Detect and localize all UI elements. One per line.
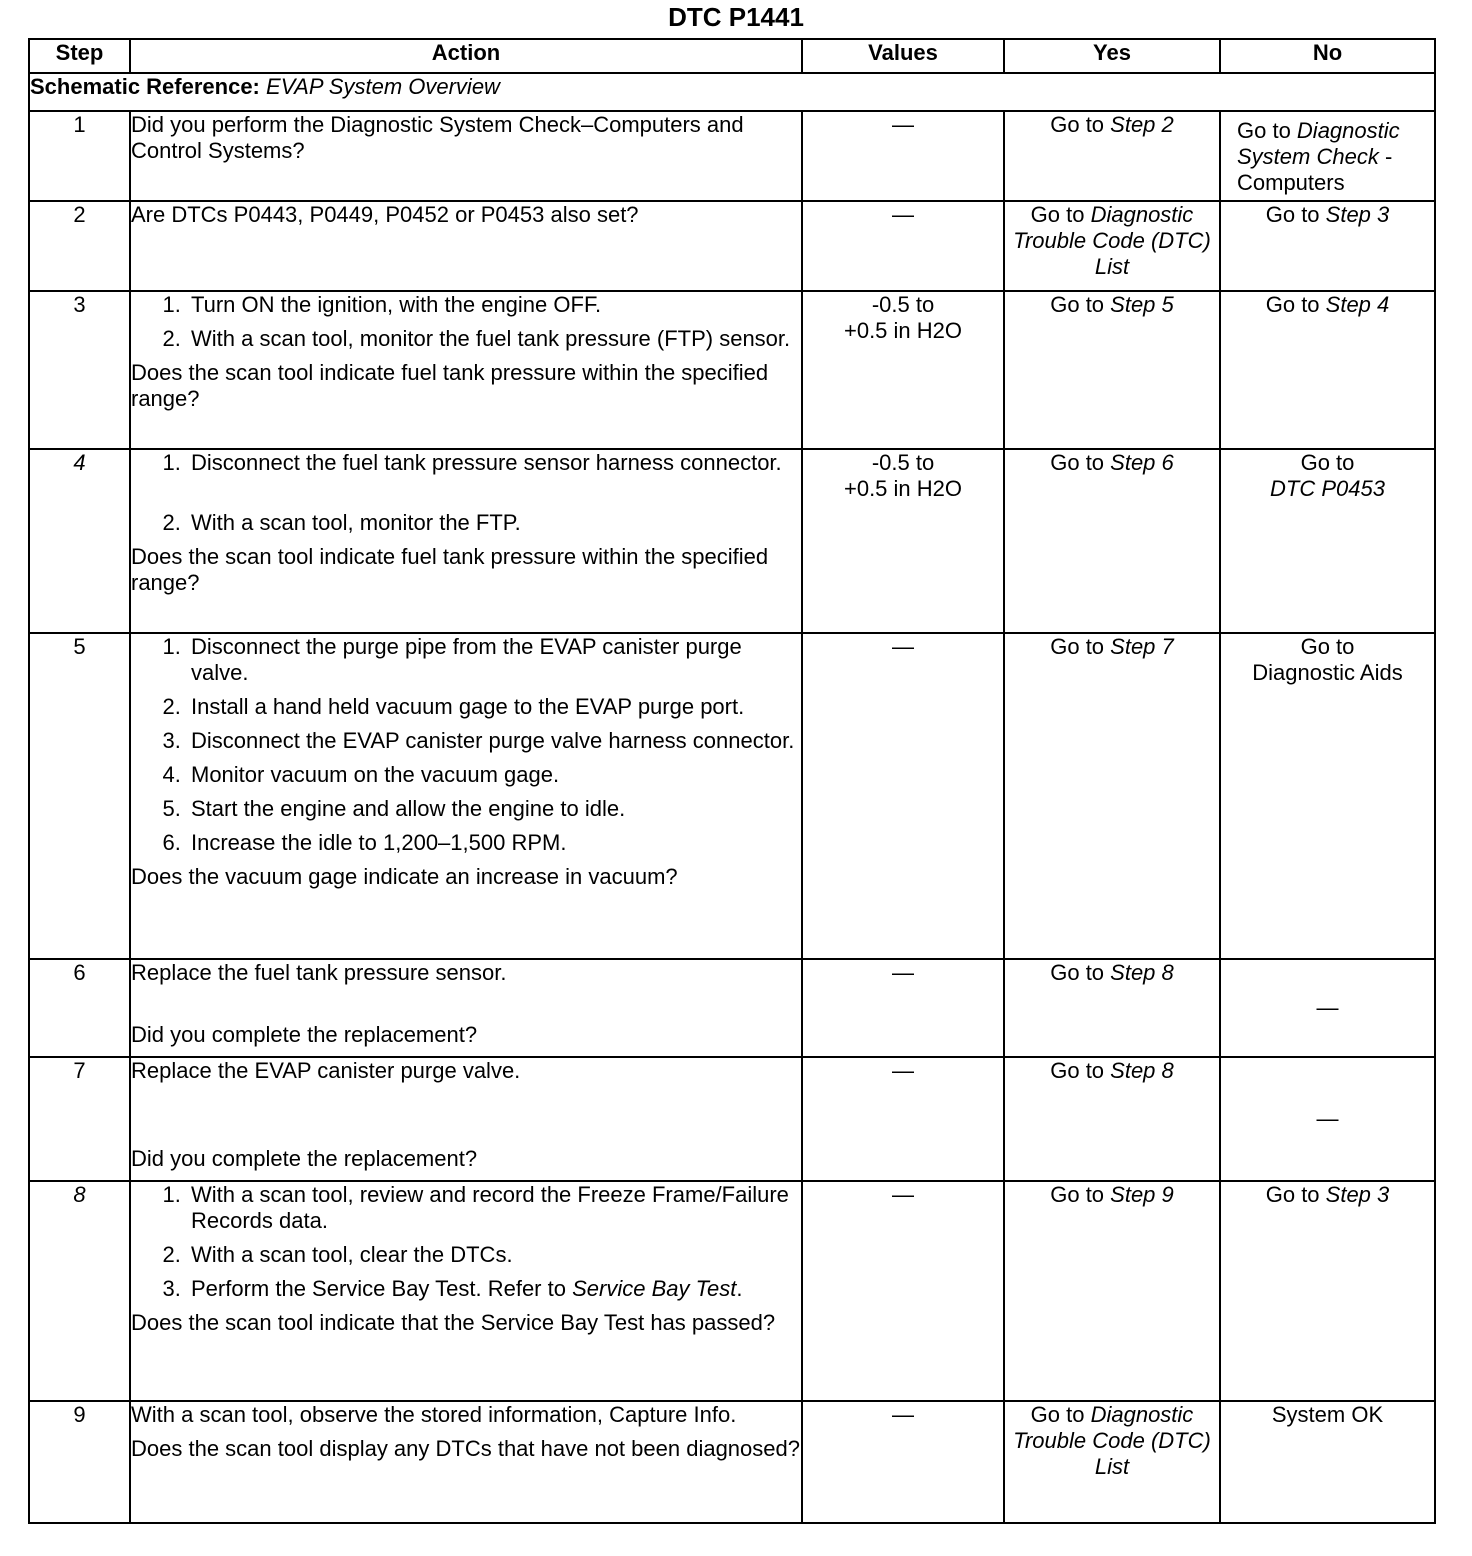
value-cell: — bbox=[802, 633, 1004, 959]
action-text: With a scan tool, observe the stored information, Capture Info. bbox=[131, 1402, 737, 1427]
list-item: 2. Install a hand held vacuum gage to the EVAP purge port. bbox=[187, 694, 801, 720]
action-question: Did you complete the replacement? bbox=[131, 1022, 478, 1047]
value-line: -0.5 to bbox=[871, 292, 935, 317]
no-link[interactable]: Diagnostic Aids bbox=[1252, 660, 1403, 685]
table-row bbox=[29, 111, 1435, 201]
yes-cell bbox=[1004, 111, 1220, 201]
list-item: 1. Turn ON the ignition, with the engine OFF. bbox=[187, 292, 801, 318]
yes-prefix: Go to bbox=[1030, 202, 1091, 227]
yes-prefix: Go to bbox=[1050, 450, 1111, 475]
no-cell bbox=[1220, 1181, 1435, 1401]
table-row bbox=[29, 201, 1435, 291]
no-prefix: Go to bbox=[1300, 450, 1355, 475]
action-cell bbox=[130, 449, 802, 633]
list-item: 1. With a scan tool, review and record the Freeze Frame/Failure Records data. bbox=[187, 1182, 801, 1234]
action-cell bbox=[130, 201, 802, 291]
action-question: Did you complete the replacement? bbox=[131, 1146, 478, 1171]
header-no: No bbox=[1220, 39, 1435, 73]
no-link[interactable]: Step 4 bbox=[1325, 292, 1390, 317]
value-cell bbox=[802, 291, 1004, 449]
action-list bbox=[131, 634, 801, 856]
yes-cell bbox=[1004, 959, 1220, 1057]
no-cell bbox=[1220, 449, 1435, 633]
header-values: Values bbox=[802, 39, 1004, 73]
value-line: +0.5 in H2O bbox=[843, 476, 962, 501]
step-number: 9 bbox=[29, 1401, 130, 1523]
step-number: 5 bbox=[29, 633, 130, 959]
no-link[interactable]: Step 3 bbox=[1325, 1182, 1390, 1207]
value-cell: — bbox=[802, 1401, 1004, 1523]
no-cell bbox=[1220, 111, 1435, 201]
value-line: +0.5 in H2O bbox=[843, 318, 962, 343]
action-cell bbox=[130, 1057, 802, 1181]
no-prefix: Go to bbox=[1237, 118, 1297, 143]
yes-cell bbox=[1004, 1057, 1220, 1181]
header-yes: Yes bbox=[1004, 39, 1220, 73]
step-number: 7 bbox=[29, 1057, 130, 1181]
table-row bbox=[29, 449, 1435, 633]
no-prefix: Go to bbox=[1265, 1182, 1326, 1207]
yes-cell bbox=[1004, 1181, 1220, 1401]
action-text: Did you perform the Diagnostic System Check–Computers and Control Systems? bbox=[131, 112, 744, 163]
yes-link[interactable]: Step 2 bbox=[1110, 112, 1174, 137]
no-link[interactable]: Step 3 bbox=[1325, 202, 1390, 227]
yes-link[interactable]: Step 8 bbox=[1110, 1058, 1174, 1083]
no-link[interactable]: DTC P0453 bbox=[1270, 476, 1385, 501]
no-suffix: - Computers bbox=[1237, 144, 1393, 195]
action-question: Does the scan tool indicate that the Service Bay Test has passed? bbox=[131, 1310, 776, 1335]
action-question: Does the scan tool indicate fuel tank pressure within the specified range? bbox=[131, 360, 769, 411]
no-link[interactable]: Diagnostic System Check bbox=[1237, 118, 1400, 169]
no-cell: — bbox=[1220, 1057, 1435, 1181]
yes-prefix: Go to bbox=[1050, 634, 1111, 659]
yes-prefix: Go to bbox=[1050, 1182, 1111, 1207]
table-row bbox=[29, 633, 1435, 959]
header-step: Step bbox=[29, 39, 130, 73]
action-cell bbox=[130, 111, 802, 201]
step-number: 4 bbox=[29, 449, 130, 633]
yes-link[interactable]: Diagnostic Trouble Code (DTC) List bbox=[1013, 202, 1211, 279]
value-cell: — bbox=[802, 111, 1004, 201]
table-row bbox=[29, 1181, 1435, 1401]
yes-link[interactable]: Step 6 bbox=[1110, 450, 1174, 475]
list-item-text: . bbox=[736, 1276, 743, 1301]
yes-prefix: Go to bbox=[1050, 292, 1111, 317]
step-number: 6 bbox=[29, 959, 130, 1057]
value-cell: — bbox=[802, 1057, 1004, 1181]
action-cell bbox=[130, 291, 802, 449]
no-cell bbox=[1220, 633, 1435, 959]
list-item: 1. Disconnect the purge pipe from the EVAP canister purge valve. bbox=[187, 634, 801, 686]
yes-link[interactable]: Step 9 bbox=[1110, 1182, 1174, 1207]
table-row bbox=[29, 291, 1435, 449]
list-item: 1. Disconnect the fuel tank pressure sensor harness connector. bbox=[187, 450, 801, 476]
no-prefix: Go to bbox=[1265, 202, 1326, 227]
list-item: 2. With a scan tool, monitor the fuel tank pressure (FTP) sensor. bbox=[187, 326, 801, 352]
header-action: Action bbox=[130, 39, 802, 73]
yes-link[interactable]: Diagnostic Trouble Code (DTC) List bbox=[1013, 1402, 1211, 1479]
list-item: 5. Start the engine and allow the engine to idle. bbox=[187, 796, 801, 822]
action-text: Replace the fuel tank pressure sensor. bbox=[131, 960, 507, 985]
no-cell: — bbox=[1220, 959, 1435, 1057]
list-item: 3. Disconnect the EVAP canister purge valve harness connector. bbox=[187, 728, 801, 754]
no-prefix: Go to bbox=[1300, 634, 1355, 659]
yes-cell bbox=[1004, 201, 1220, 291]
action-text: Replace the EVAP canister purge valve. bbox=[131, 1058, 521, 1083]
schematic-link[interactable]: EVAP System Overview bbox=[266, 74, 500, 99]
yes-link[interactable]: Step 8 bbox=[1110, 960, 1174, 985]
value-cell: — bbox=[802, 1181, 1004, 1401]
yes-prefix: Go to bbox=[1030, 1402, 1091, 1427]
yes-link[interactable]: Step 7 bbox=[1110, 634, 1174, 659]
list-item: 2. With a scan tool, monitor the FTP. bbox=[187, 510, 801, 536]
value-line: -0.5 to bbox=[871, 450, 935, 475]
no-cell bbox=[1220, 201, 1435, 291]
action-list bbox=[131, 292, 801, 352]
yes-cell bbox=[1004, 1401, 1220, 1523]
diagnostic-table bbox=[28, 38, 1436, 1524]
value-cell: — bbox=[802, 959, 1004, 1057]
list-item: 2. With a scan tool, clear the DTCs. bbox=[187, 1242, 801, 1268]
table-row bbox=[29, 1401, 1435, 1523]
step-number: 3 bbox=[29, 291, 130, 449]
table-row bbox=[29, 959, 1435, 1057]
step-number: 1 bbox=[29, 111, 130, 201]
list-item-text: Perform the Service Bay Test. Refer to bbox=[191, 1276, 573, 1301]
value-cell: — bbox=[802, 201, 1004, 291]
action-cell bbox=[130, 633, 802, 959]
yes-cell bbox=[1004, 633, 1220, 959]
header-row bbox=[29, 39, 1435, 73]
yes-cell bbox=[1004, 291, 1220, 449]
action-cell bbox=[130, 1181, 802, 1401]
action-question: Does the vacuum gage indicate an increase in vacuum? bbox=[131, 864, 678, 889]
list-item: 4. Monitor vacuum on the vacuum gage. bbox=[187, 762, 801, 788]
table-row bbox=[29, 1057, 1435, 1181]
service-bay-test-link[interactable]: Service Bay Test bbox=[572, 1276, 737, 1301]
action-list bbox=[131, 1182, 801, 1302]
schematic-row bbox=[29, 73, 1435, 111]
action-question: Does the scan tool display any DTCs that have not been diagnosed? bbox=[131, 1436, 800, 1461]
schematic-reference bbox=[29, 73, 1435, 111]
list-item: 6. Increase the idle to 1,200–1,500 RPM. bbox=[187, 830, 801, 856]
yes-prefix: Go to bbox=[1050, 1058, 1111, 1083]
yes-prefix: Go to bbox=[1050, 960, 1111, 985]
no-cell bbox=[1220, 291, 1435, 449]
schematic-label: Schematic Reference: bbox=[30, 74, 260, 99]
step-number: 2 bbox=[29, 201, 130, 291]
action-list bbox=[131, 450, 801, 536]
page-title: DTC P1441 bbox=[668, 2, 804, 32]
action-text: Are DTCs P0443, P0449, P0452 or P0453 also set? bbox=[131, 202, 639, 227]
list-item bbox=[187, 1276, 801, 1302]
action-cell bbox=[130, 959, 802, 1057]
action-cell bbox=[130, 1401, 802, 1523]
yes-prefix: Go to bbox=[1050, 112, 1111, 137]
action-question: Does the scan tool indicate fuel tank pressure within the specified range? bbox=[131, 544, 769, 595]
yes-cell bbox=[1004, 449, 1220, 633]
value-cell bbox=[802, 449, 1004, 633]
step-number: 8 bbox=[29, 1181, 130, 1401]
no-cell: System OK bbox=[1220, 1401, 1435, 1523]
yes-link[interactable]: Step 5 bbox=[1110, 292, 1174, 317]
no-prefix: Go to bbox=[1265, 292, 1326, 317]
